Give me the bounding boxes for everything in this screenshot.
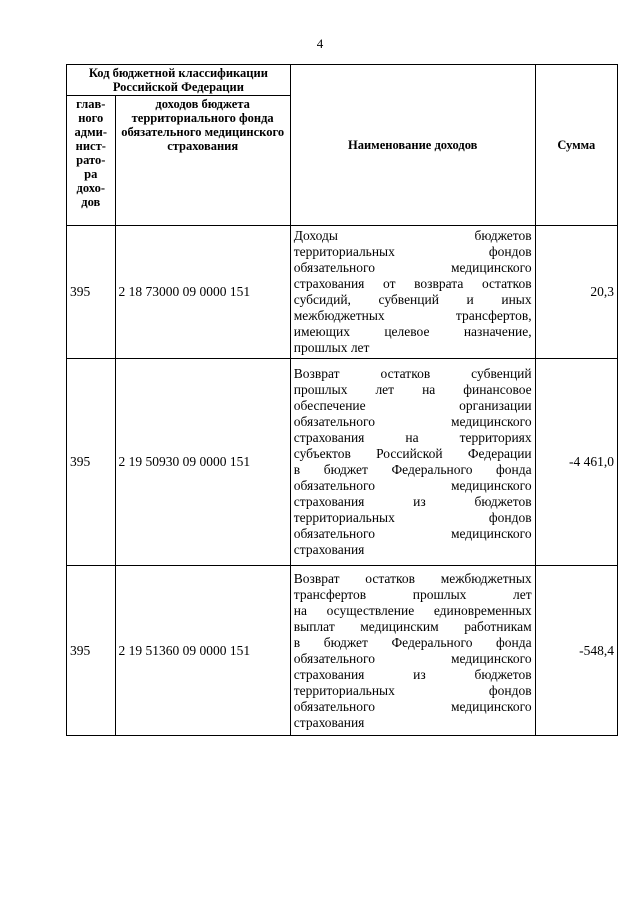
income-name-line: обязательного медицинского: [293, 414, 532, 429]
income-name-line: межбюджетных трансфертов,: [293, 308, 532, 323]
budget-code-cell: 2 19 51360 09 0000 151: [115, 566, 290, 736]
table-row: [67, 226, 618, 359]
sum-cell: -548,4: [535, 566, 617, 736]
header-fund-income-code: доходов бюджета территориального фонда обязательного медицинского страхования: [115, 96, 290, 226]
admin-code-cell: 395: [67, 359, 116, 566]
income-name-cell: [290, 226, 535, 359]
income-name-line: в бюджет Федерального фонда: [293, 462, 532, 477]
income-name-line: страхования: [293, 542, 365, 557]
sum-cell: 20,3: [535, 226, 617, 359]
header-income-name: Наименование доходов: [290, 65, 535, 226]
income-name-line: обязательного медицинского: [293, 478, 532, 493]
income-name-line: страхования из бюджетов: [293, 666, 532, 682]
income-name-line: обеспечение организации: [293, 398, 532, 413]
income-name-line: территориальных фондов: [293, 510, 532, 525]
income-name-line: на осуществление единовременных: [293, 602, 532, 618]
income-name-line: страхования на территориях: [293, 430, 532, 445]
income-name-cell: [290, 359, 535, 566]
income-name-line: обязательного медицинского: [293, 526, 532, 541]
header-classification-code: Код бюджетной классификации Российской Федерации: [67, 65, 291, 96]
header-chief-administrator: [67, 96, 116, 226]
income-name-line: территориальных фондов: [293, 682, 532, 698]
budget-classification-table: [66, 64, 618, 736]
income-name-line: прошлых лет на финансовое: [293, 382, 532, 397]
income-name-line: страхования из бюджетов: [293, 494, 532, 509]
income-name-line: в бюджет Федерального фонда: [293, 634, 532, 650]
income-name-line: субсидий, субвенций и иных: [293, 292, 532, 307]
income-name-line: страхования от возврата остатков: [293, 276, 532, 291]
header-chief-administrator-text: глав- ного адми- нист- рато- ра дохо- дов: [74, 97, 107, 209]
income-name-line: территориальных фондов: [293, 244, 532, 259]
admin-code-cell: 395: [67, 566, 116, 736]
income-name-line: субъектов Российской Федерации: [293, 446, 532, 461]
income-name-line: Возврат остатков межбюджетных: [293, 570, 532, 586]
income-name-line: прошлых лет: [293, 340, 370, 355]
page-number: 4: [316, 36, 324, 51]
income-name-line: Возврат остатков субвенций: [293, 366, 532, 381]
admin-code-cell: 395: [67, 226, 116, 359]
header-sum: Сумма: [535, 65, 617, 226]
income-name-line: страхования: [293, 714, 365, 730]
income-name-line: обязательного медицинского: [293, 260, 532, 275]
table-row: [67, 359, 618, 566]
budget-code-cell: 2 19 50930 09 0000 151: [115, 359, 290, 566]
income-name-line: Доходы бюджетов: [293, 228, 532, 243]
sum-cell: -4 461,0: [535, 359, 617, 566]
income-name-cell: [290, 566, 535, 736]
budget-code-cell: 2 18 73000 09 0000 151: [115, 226, 290, 359]
income-name-line: трансфертов прошлых лет: [293, 586, 532, 602]
income-name-line: обязательного медицинского: [293, 698, 532, 714]
income-name-line: обязательного медицинского: [293, 650, 532, 666]
income-name-line: имеющих целевое назначение,: [293, 324, 532, 339]
income-name-line: выплат медицинским работникам: [293, 618, 532, 634]
table-row: [67, 566, 618, 736]
